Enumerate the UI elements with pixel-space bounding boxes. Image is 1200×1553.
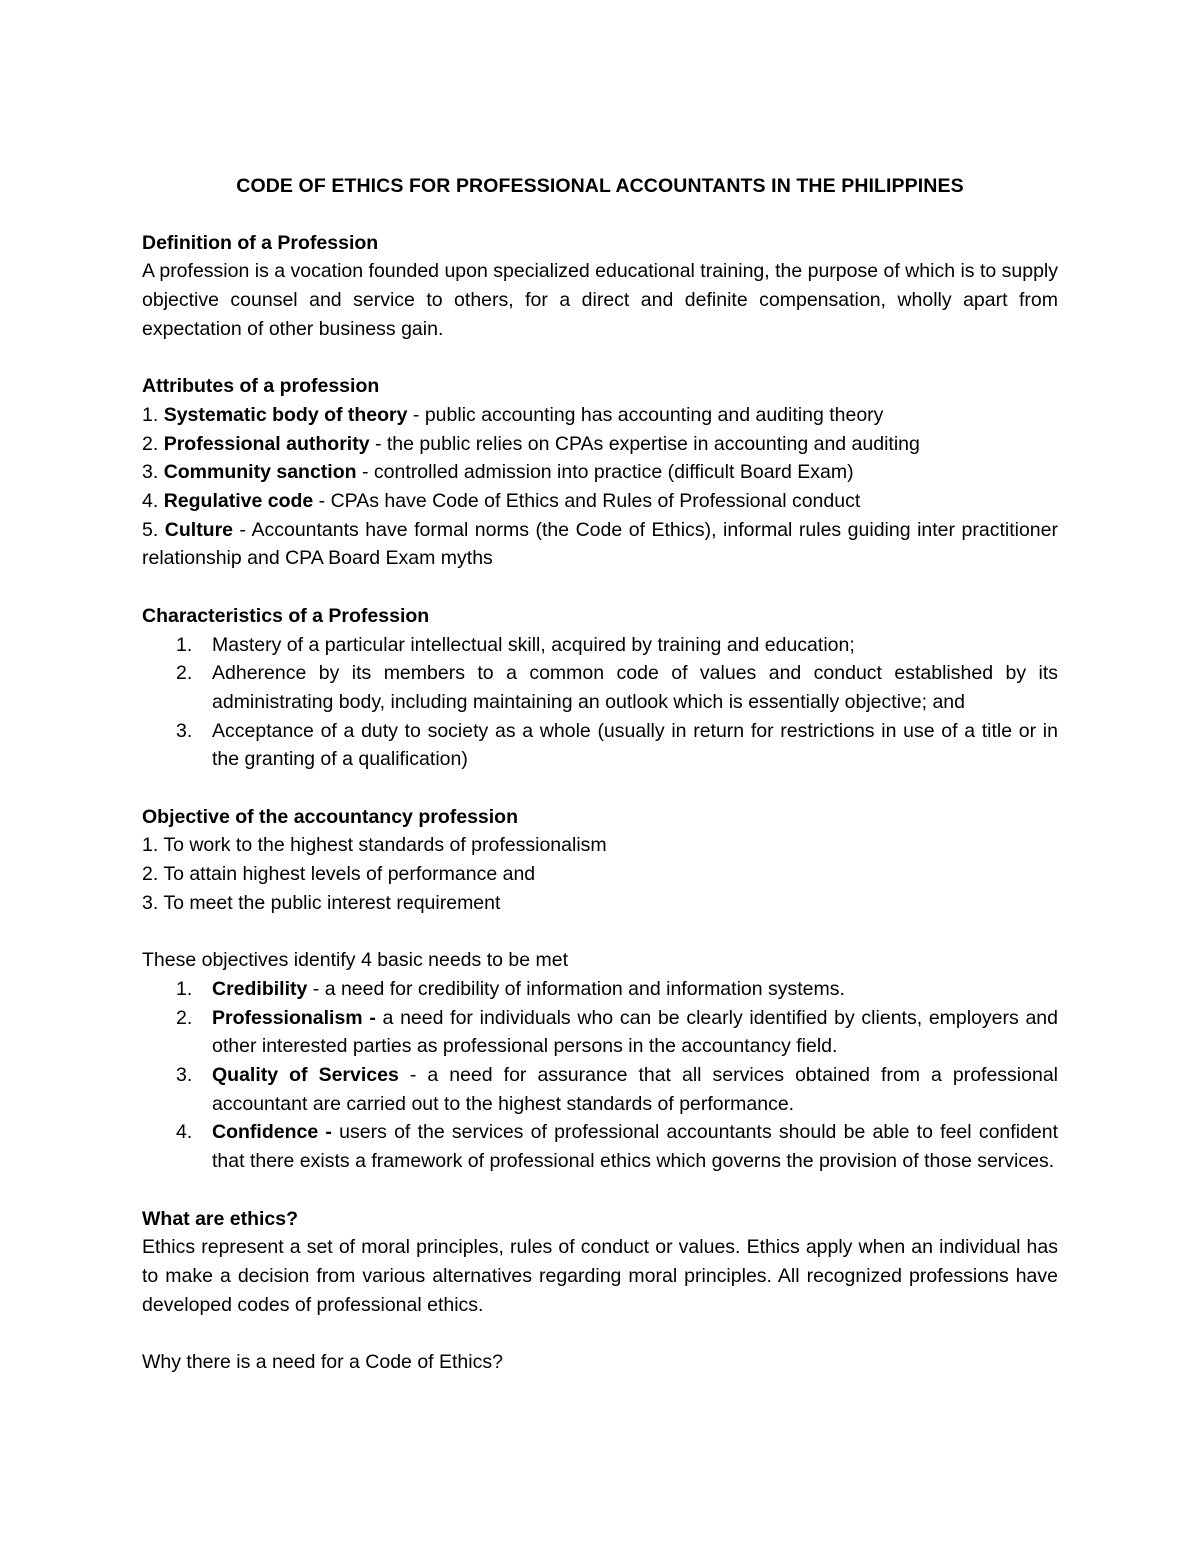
attribute-desc: - Accountants have formal norms (the Code of Ethics), informal rules guiding inter practitioner relationship and CPA Board Exam myths bbox=[142, 518, 1058, 570]
list-item-text: Mastery of a particular intellectual skill, acquired by training and education; bbox=[212, 633, 855, 656]
attribute-number: 3. bbox=[142, 461, 159, 484]
list-item bbox=[142, 1004, 1058, 1061]
need-desc: - a need for assurance that all services obtained from a professional accountant are carried out to the highest standards of performance. bbox=[212, 1064, 1058, 1115]
attribute-term: Systematic body of theory bbox=[163, 403, 408, 426]
need-desc: a need for individuals who can be clearly identified by clients, employers and other interested parties as professional persons in the accountancy field. bbox=[212, 1006, 1058, 1058]
list-number: 2. bbox=[176, 1006, 193, 1029]
spacer bbox=[142, 1176, 1058, 1205]
attribute-term: Culture bbox=[164, 518, 234, 541]
attribute-item bbox=[142, 516, 1058, 573]
ethics-heading: What are ethics? bbox=[142, 1207, 299, 1230]
definition-text: A profession is a vocation founded upon specialized educational training, the purpose of which is to supply objective counsel and service to others, for a direct and definite compensation, wholly apart from expectation of other business gain. bbox=[142, 260, 1059, 340]
definition-heading: Definition of a Profession bbox=[142, 231, 379, 254]
list-item-text: Adherence by its members to a common code of values and conduct established by its administrating body, including maintaining an outlook which is essentially objective; and bbox=[212, 662, 1058, 713]
attribute-term: Regulative code bbox=[163, 490, 314, 513]
spacer bbox=[142, 344, 1058, 373]
attribute-item bbox=[142, 430, 1058, 459]
attribute-number: 1. bbox=[142, 403, 159, 426]
list-number: 3. bbox=[176, 1064, 193, 1087]
attribute-term: Community sanction bbox=[163, 461, 357, 484]
list-item bbox=[142, 631, 1058, 660]
need-term: Confidence - bbox=[212, 1121, 332, 1144]
attribute-item bbox=[142, 458, 1058, 487]
list-number: 3. bbox=[176, 719, 193, 742]
spacer bbox=[142, 1319, 1058, 1348]
why-question: Why there is a need for a Code of Ethics? bbox=[142, 1351, 503, 1374]
attribute-number: 5. bbox=[142, 518, 159, 541]
attribute-item bbox=[142, 401, 1058, 430]
spacer bbox=[142, 918, 1058, 947]
list-item bbox=[142, 1061, 1058, 1118]
list-number: 4. bbox=[176, 1121, 193, 1144]
spacer bbox=[142, 573, 1058, 602]
need-term: Credibility bbox=[212, 977, 308, 1000]
attributes-heading: Attributes of a profession bbox=[142, 375, 380, 398]
list-number: 1. bbox=[176, 633, 193, 656]
needs-intro: These objectives identify 4 basic needs to be met bbox=[142, 949, 568, 972]
objective-item: 3. To meet the public interest requirement bbox=[142, 891, 501, 914]
objective-item: 1. To work to the highest standards of professionalism bbox=[142, 834, 607, 857]
attribute-desc: - controlled admission into practice (difficult Board Exam) bbox=[356, 461, 854, 484]
needs-list bbox=[142, 975, 1058, 1176]
attribute-term: Professional authority bbox=[163, 432, 370, 455]
list-item bbox=[142, 1118, 1058, 1175]
list-number: 2. bbox=[176, 662, 193, 685]
list-item bbox=[142, 659, 1058, 716]
attribute-number: 2. bbox=[142, 432, 159, 455]
need-desc: users of the services of professional accountants should be able to feel confident that there exists a framework of professional ethics which governs the provision of those services. bbox=[212, 1121, 1058, 1173]
need-desc: - a need for credibility of information and information systems. bbox=[307, 977, 845, 1000]
document-page bbox=[142, 172, 1058, 1377]
ethics-text: Ethics represent a set of moral principles, rules of conduct or values. Ethics apply when an individual has to make a decision from various alternatives regarding moral principles. All recognized professions have developed codes of professional ethics. bbox=[142, 1236, 1058, 1316]
need-term: Quality of Services bbox=[212, 1064, 399, 1087]
objective-heading: Objective of the accountancy profession bbox=[142, 805, 519, 828]
objective-item: 2. To attain highest levels of performance and bbox=[142, 863, 536, 886]
spacer bbox=[142, 774, 1058, 803]
need-term: Professionalism - bbox=[212, 1006, 376, 1029]
attribute-number: 4. bbox=[142, 490, 159, 513]
list-item-text: Acceptance of a duty to society as a whole (usually in return for restrictions in use of a title or in the granting of a qualification) bbox=[212, 719, 1058, 771]
attribute-item bbox=[142, 487, 1058, 516]
list-item bbox=[142, 975, 1058, 1004]
document-title: CODE OF ETHICS FOR PROFESSIONAL ACCOUNTANTS IN THE PHILIPPINES bbox=[236, 175, 964, 197]
characteristics-list bbox=[142, 631, 1058, 775]
list-item bbox=[142, 717, 1058, 774]
attribute-desc: - public accounting has accounting and auditing theory bbox=[407, 403, 884, 426]
characteristics-heading: Characteristics of a Profession bbox=[142, 604, 430, 627]
attribute-desc: - CPAs have Code of Ethics and Rules of Professional conduct bbox=[313, 490, 861, 513]
attribute-desc: - the public relies on CPAs expertise in accounting and auditing bbox=[369, 432, 920, 455]
list-number: 1. bbox=[176, 977, 193, 1000]
